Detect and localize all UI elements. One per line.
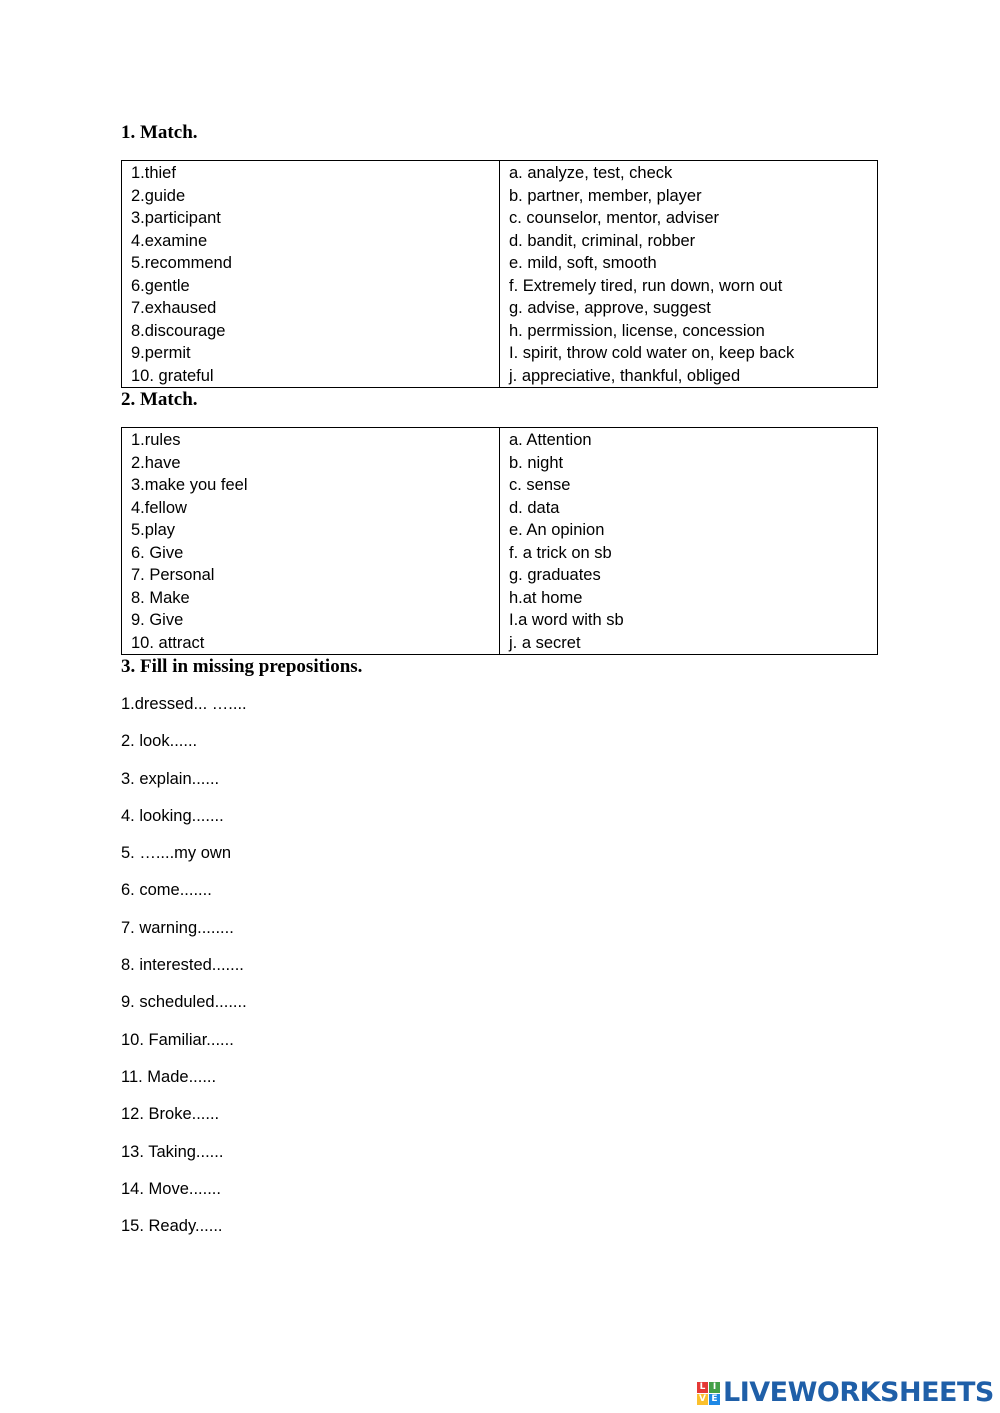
table-cell: f. Extremely tired, run down, worn out <box>509 276 783 295</box>
table-cell: h. perrmission, license, concession <box>509 321 765 340</box>
list-item: 15. Ready...... <box>121 1217 223 1236</box>
table-cell: 5.recommend <box>131 254 232 272</box>
list-item: 10. Familiar...... <box>121 1030 234 1049</box>
table-cell: 10. attract <box>131 633 205 652</box>
logo-mark-tile: E <box>709 1394 720 1405</box>
list-item: 8. interested....... <box>121 956 244 975</box>
section-1-title: 1. Match. <box>121 122 198 143</box>
table-cell: j. appreciative, thankful, obliged <box>509 366 741 385</box>
table-cell: e. An opinion <box>509 521 605 539</box>
table-cell: a. analyze, test, check <box>509 164 673 182</box>
logo-mark-icon <box>697 1382 720 1405</box>
list-item: 13. Taking...... <box>121 1142 224 1161</box>
table-cell: c. sense <box>509 476 571 494</box>
table-cell: I.a word with sb <box>509 611 624 629</box>
table-cell: 9. Give <box>131 611 184 629</box>
match-table-1-left-column <box>122 161 500 387</box>
preposition-list <box>121 693 247 1252</box>
logo-mark-tile: I <box>709 1382 720 1393</box>
table-cell: 6.gentle <box>131 276 190 295</box>
logo-text: LIVEWORKSHEETS <box>723 1377 994 1408</box>
table-cell: 5.play <box>131 521 176 539</box>
table-cell: 1.thief <box>131 164 176 182</box>
list-item: 5. …....my own <box>121 844 232 863</box>
table-cell: d. bandit, criminal, robber <box>509 231 696 250</box>
table-cell: 4.examine <box>131 231 208 250</box>
section-2-title: 2. Match. <box>121 389 198 410</box>
logo-mark-tile: L <box>697 1382 708 1393</box>
table-cell: c. counselor, mentor, adviser <box>509 209 720 227</box>
list-item: 14. Move....... <box>121 1179 221 1198</box>
table-cell: e. mild, soft, smooth <box>509 254 657 272</box>
list-item: 6. come....... <box>121 881 212 900</box>
table-cell: 10. grateful <box>131 366 214 385</box>
table-cell: g. graduates <box>509 566 601 584</box>
table-cell: b. night <box>509 453 564 472</box>
table-cell: f. a trick on sb <box>509 543 612 562</box>
liveworksheets-logo <box>697 1378 994 1408</box>
table-cell: 9.permit <box>131 344 191 362</box>
table-cell: h.at home <box>509 588 583 607</box>
logo-mark-tile: V <box>697 1394 708 1405</box>
table-cell: j. a secret <box>509 633 581 652</box>
table-cell: 8. Make <box>131 588 190 607</box>
table-cell: 2.guide <box>131 186 186 205</box>
list-item: 11. Made...... <box>121 1067 217 1086</box>
table-cell: d. data <box>509 498 560 517</box>
table-cell: 3.participant <box>131 209 221 227</box>
list-item: 4. looking....... <box>121 806 224 825</box>
table-cell: 6. Give <box>131 543 184 562</box>
match-table-2-right-column <box>500 428 877 654</box>
list-item: 2. look...... <box>121 732 198 751</box>
table-cell: 3.make you feel <box>131 476 248 494</box>
table-cell: a. Attention <box>509 431 592 449</box>
table-cell: 8.discourage <box>131 321 226 340</box>
list-item: 1.dressed... ….... <box>121 695 247 713</box>
table-cell: 7. Personal <box>131 566 215 584</box>
list-item: 7. warning........ <box>121 918 234 937</box>
list-item: 9. scheduled....... <box>121 993 247 1012</box>
list-item: 3. explain...... <box>121 769 220 788</box>
table-cell: 4.fellow <box>131 498 187 517</box>
table-cell: 1.rules <box>131 431 181 449</box>
match-table-2-left-column <box>122 428 500 654</box>
section-3-title: 3. Fill in missing prepositions. <box>121 656 363 677</box>
table-cell: g. advise, approve, suggest <box>509 299 711 317</box>
table-cell: 2.have <box>131 453 181 472</box>
match-table-1-right-column <box>500 161 877 387</box>
match-table-2 <box>121 427 878 655</box>
match-table-1 <box>121 160 878 388</box>
list-item: 12. Broke...... <box>121 1105 220 1124</box>
table-cell: b. partner, member, player <box>509 186 702 205</box>
table-cell: 7.exhaused <box>131 299 217 317</box>
table-cell: I. spirit, throw cold water on, keep back <box>509 344 795 362</box>
